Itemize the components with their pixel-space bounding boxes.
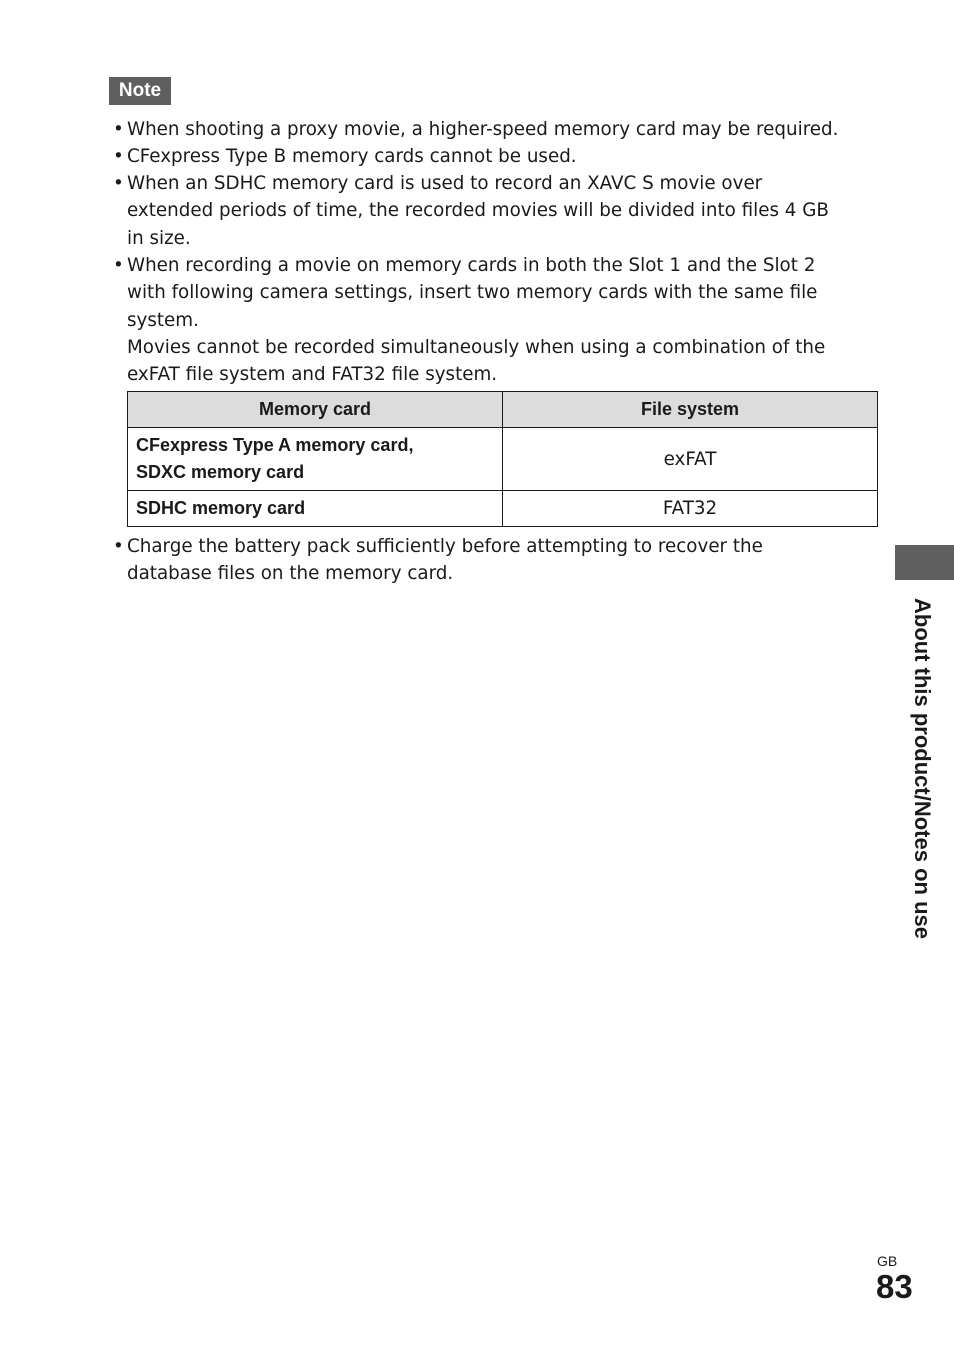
table-row [128,428,878,491]
list-item-text: When recording a movie on memory cards in both the Slot 1 and the Slot 2 with following camera settings, insert two memory cards with the same file system. [127,255,818,331]
list-item [113,143,883,170]
list-item [113,252,883,388]
table-row [128,491,878,527]
bullet-icon: • [113,536,124,557]
list-item [113,533,883,588]
list-item-text: Charge the battery pack sufficiently before attempting to recover the database files on the memory card. [127,536,763,585]
list-item-text: CFexpress Type B memory cards cannot be used. [127,146,577,167]
list-item-text: When shooting a proxy movie, a higher-speed memory card may be required. [127,119,839,140]
table-cell-file-system: exFAT [503,428,878,491]
file-system-table [127,391,878,527]
section-tab-marker [895,545,954,580]
column-header-memory-card: Memory card [128,392,503,428]
bullet-icon: • [113,119,124,140]
table-cell-memory-card: SDHC memory card [128,491,503,527]
table-header-row [128,392,878,428]
section-side-title: About this product/Notes on use [910,598,935,939]
language-code: GB [877,1253,898,1269]
list-item [113,116,883,143]
bullet-icon: • [113,146,124,167]
page-number: 83 [876,1268,913,1305]
list-item [113,170,883,252]
table-cell-memory-card: CFexpress Type A memory card, SDXC memory card [128,428,503,491]
note-badge: Note [109,77,171,105]
list-item-paragraph: Movies cannot be recorded simultaneously when using a combination of the exFAT file system and FAT32 file system. [127,336,826,386]
column-header-file-system: File system [503,392,878,428]
list-item-text: When an SDHC memory card is used to record an XAVC S movie over extended periods of time, the recorded movies will be divided into files 4 GB in size. [127,173,829,249]
table-cell-file-system: FAT32 [503,491,878,527]
bullet-icon: • [113,255,124,276]
bullet-icon: • [113,173,124,194]
